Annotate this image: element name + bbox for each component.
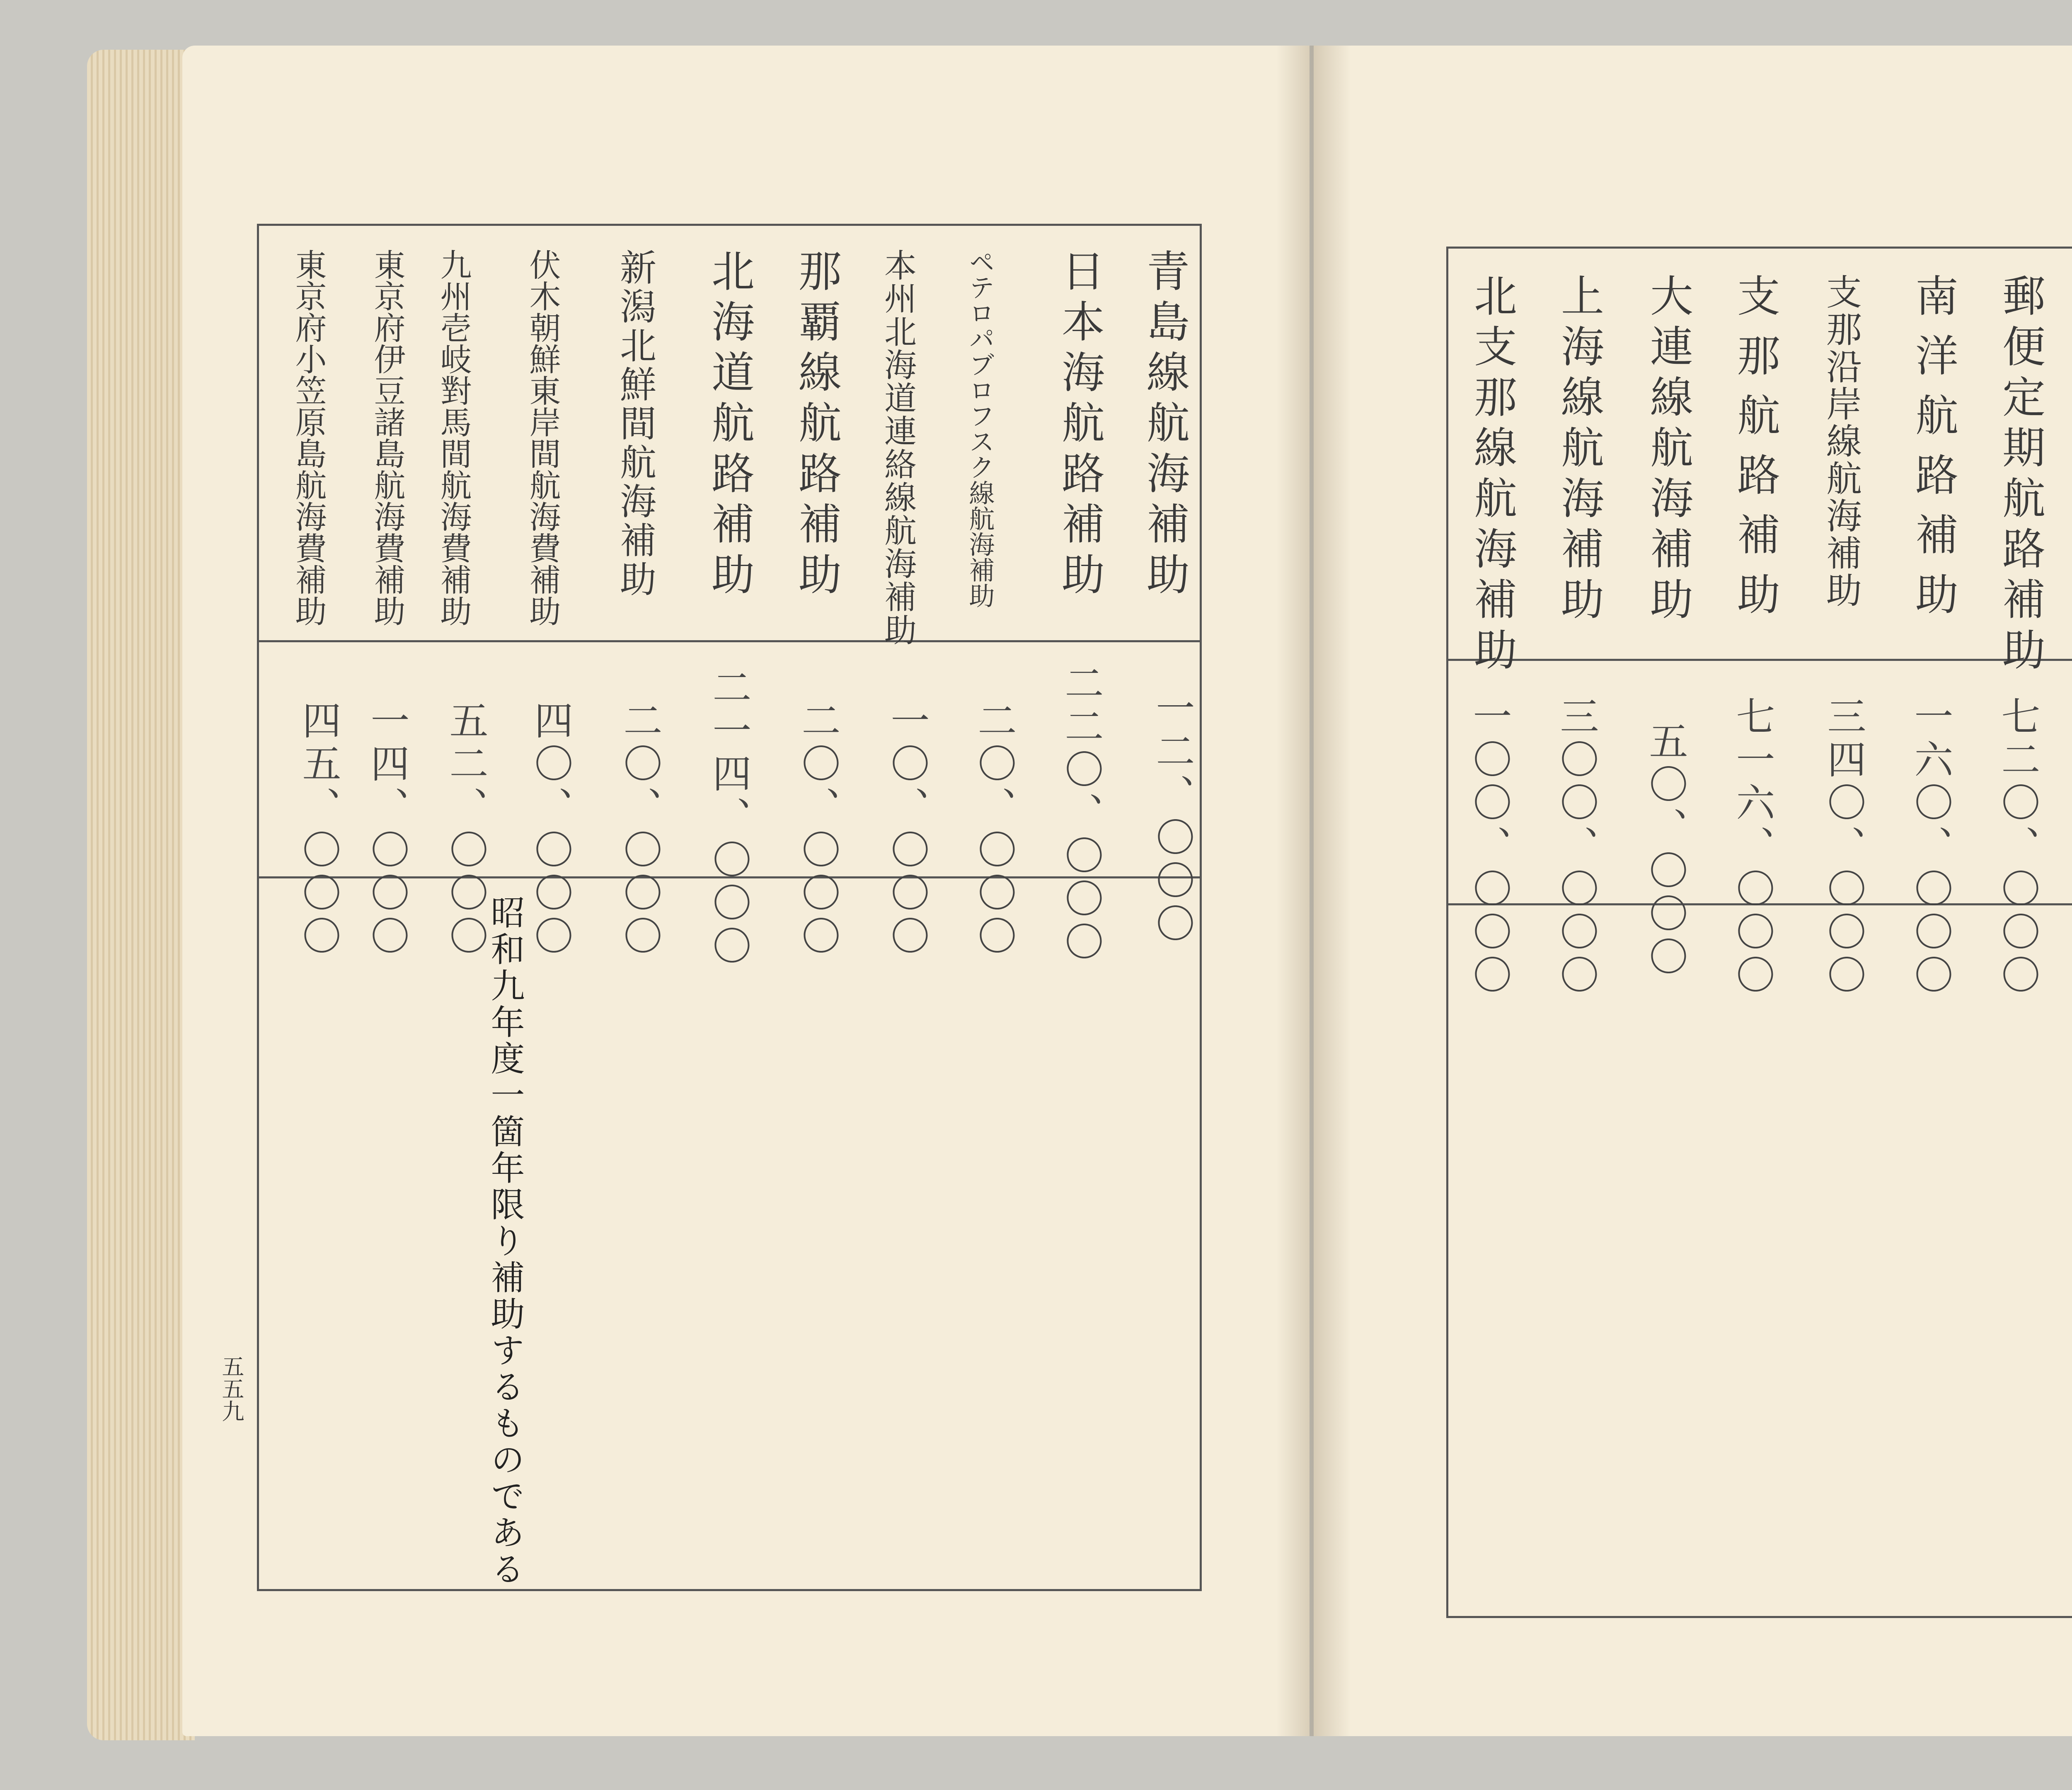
right-amount-6: 三四〇、〇〇〇 [1820,696,1866,998]
left-item-7: 新潟北鮮間航海補助 [614,249,657,599]
left-item-1: 青島線航海補助 [1139,249,1190,602]
right-item-6: 支那沿岸線航海補助 [1820,273,1861,609]
right-item-5: 南洋航路補助 [1908,273,1958,631]
right-amount-4: 七二〇、〇〇〇 [1995,696,2040,998]
left-amount-10: 一四、〇〇〇 [364,700,409,959]
left-amount-5: 二〇、〇〇〇 [795,700,840,959]
left-amount-4: 一〇、〇〇〇 [884,700,929,959]
right-item-8: 大連線航海補助 [1643,273,1693,627]
left-item-6: 北海道航路補助 [704,249,755,602]
left-divider-items-amounts [257,640,1200,642]
left-amount-11: 四五、〇〇〇 [295,700,341,959]
left-remark: 昭和九年度一箇年限り補助するものである [485,895,525,1588]
left-page-number: 五五九 [218,1355,244,1422]
book-page-edges-left [87,50,195,1740]
right-item-9: 上海線航海補助 [1554,273,1604,627]
left-amount-6: 二一四、〇〇〇 [706,667,751,969]
left-item-3: ペテロパブロフスク線航海補助 [965,249,995,608]
book-gutter [1276,46,1351,1736]
left-item-10: 東京府伊豆諸島航海費補助 [369,249,406,626]
left-item-11: 東京府小笠原島航海費補助 [290,249,327,626]
right-amount-9: 三〇〇、〇〇〇 [1553,696,1598,998]
left-item-4: 本州北海道連絡線航海補助 [879,249,916,646]
left-item-9: 九州壱岐對馬間航海費補助 [435,249,472,626]
right-item-10: 北支那線航海補助 [1467,273,1517,678]
left-amount-3: 二〇、〇〇〇 [971,700,1016,959]
left-amount-9: 五二、〇〇〇 [443,700,488,959]
right-item-7: 支那航路補助 [1730,273,1780,631]
left-amount-1: 一二、〇〇〇 [1149,688,1194,946]
left-item-2: 日本海航路補助 [1054,249,1105,602]
right-divider-items-amounts [1446,659,2072,661]
left-amount-8: 四〇、〇〇〇 [528,700,573,959]
right-amount-5: 一六〇、〇〇〇 [1907,696,1953,998]
left-amount-7: 二〇、〇〇〇 [617,700,662,959]
right-amount-8: 五〇、〇〇〇 [1642,721,1687,980]
right-item-4: 郵便定期航路補助 [1995,273,2045,678]
left-item-8: 伏木朝鮮東岸間航海費補助 [524,249,561,626]
left-item-5: 那覇線航路補助 [791,249,842,602]
right-amount-10: 一〇〇、〇〇〇 [1466,696,1511,998]
right-amount-7: 七一六、〇〇〇 [1729,696,1774,998]
left-amount-2: 二二〇、〇〇〇 [1058,663,1103,965]
